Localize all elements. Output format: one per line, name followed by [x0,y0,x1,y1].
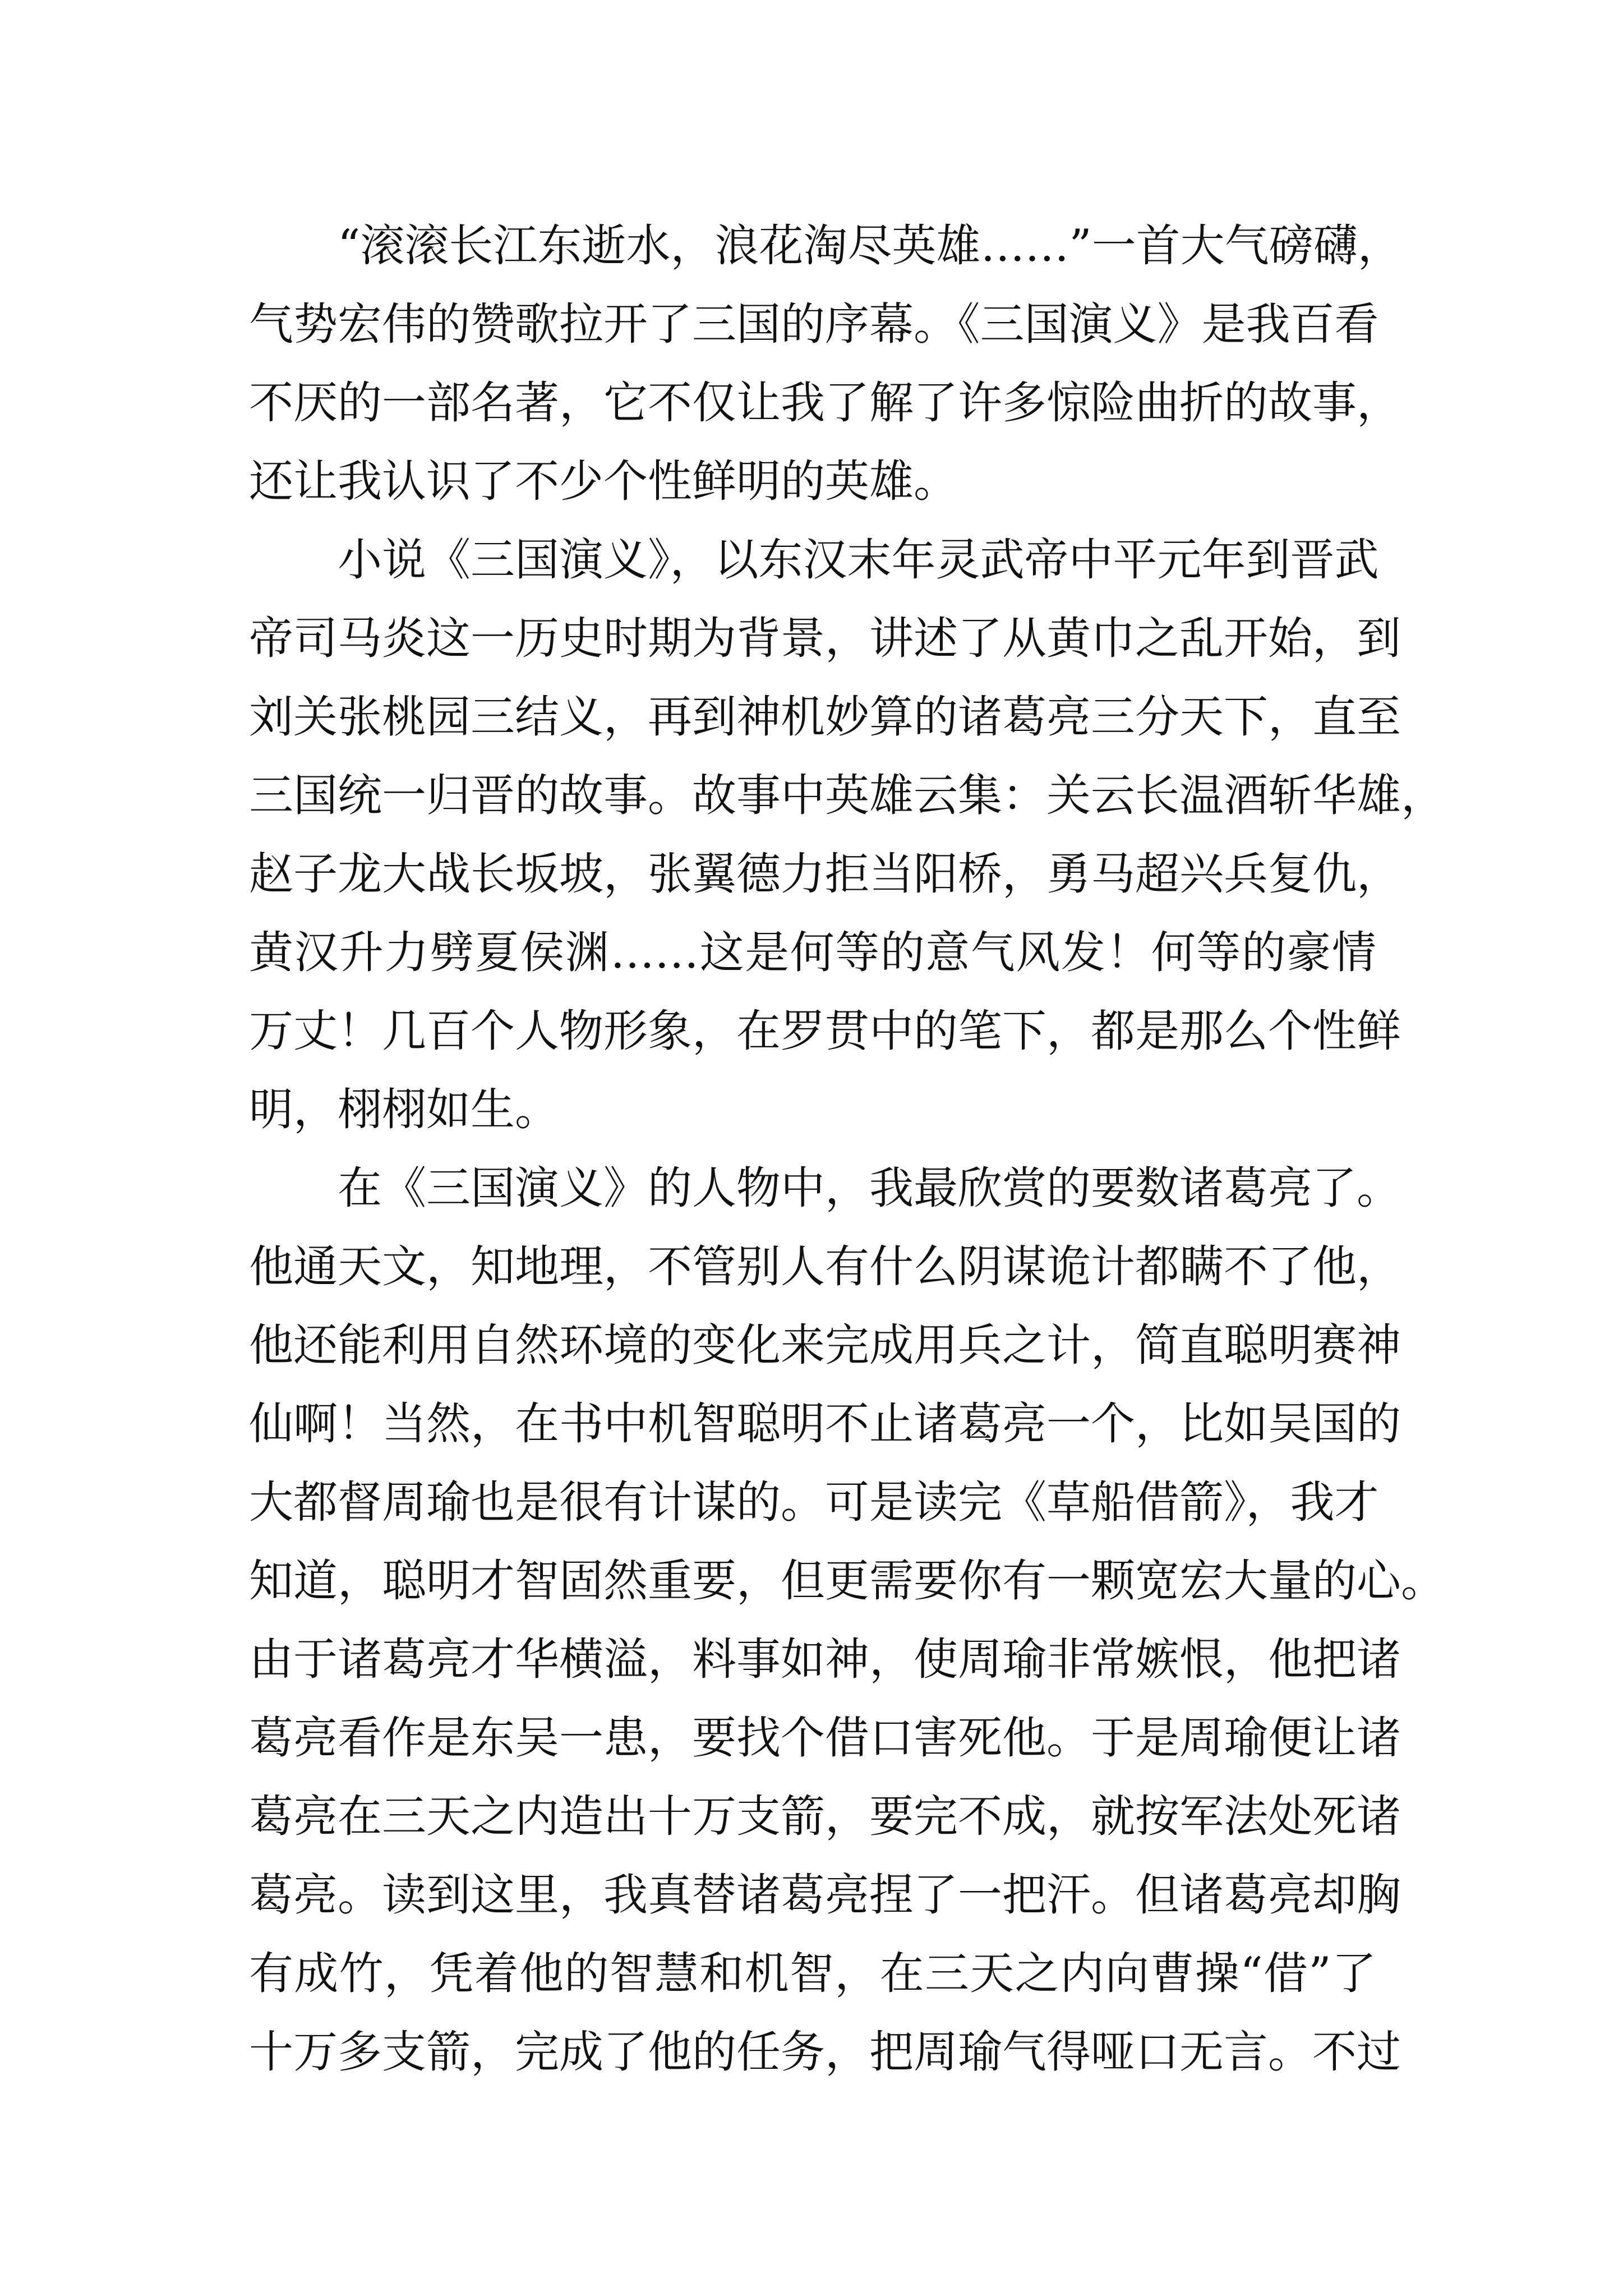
paragraph-1-line-1: “滚滚长江东逝水，浪花淘尽英雄……”一首大气磅礴， [338,220,1402,272]
paragraph-1-line-3: 不厌的一部名著，它不仅让我了解了许多惊险曲折的故事， [249,377,1401,429]
paragraph-2-line-5: 赵子龙大战长坂坡，张翼德力拒当阳桥，勇马超兴兵复仇， [249,848,1401,900]
paragraph-1-line-4: 还让我认识了不少个性鲜明的英雄。 [249,455,958,507]
paragraph-1-line-2: 气势宏伟的赞歌拉开了三国的序幕。《三国演义》是我百看 [249,298,1379,350]
paragraph-3-line-9: 葛亮在三天之内造出十万支箭，要完不成，就按军法处死诸 [249,1791,1401,1842]
paragraph-2-line-8: 明，栩栩如生。 [249,1084,559,1135]
paragraph-2-line-2: 帝司马炎这一历史时期为背景，讲述了从黄巾之乱开始，到 [249,613,1401,664]
paragraph-3-line-4: 仙啊！当然，在书中机智聪明不止诸葛亮一个，比如吴国的 [249,1398,1401,1450]
paragraph-3-line-12: 十万多支箭，完成了他的任务，把周瑜气得哑口无言。不过 [249,2026,1401,2078]
paragraph-3-line-11: 有成竹，凭着他的智慧和机智，在三天之内向曹操“借”了 [249,1948,1376,1999]
paragraph-2-line-7: 万丈！几百个人物形象，在罗贯中的笔下，都是那么个性鲜 [249,1005,1401,1057]
paragraph-3-line-3: 他还能利用自然环境的变化来完成用兵之计，简直聪明赛神 [249,1319,1401,1371]
document-body [249,206,1445,2091]
paragraph-3-line-2: 他通天文，知地理，不管别人有什么阴谋诡计都瞒不了他， [249,1241,1401,1292]
paragraph-2-line-3: 刘关张桃园三结义，再到神机妙算的诸葛亮三分天下，直至 [249,691,1401,743]
paragraph-3-line-5: 大都督周瑜也是很有计谋的。可是读完《草船借箭》，我才 [249,1476,1379,1528]
paragraph-2-line-1: 小说《三国演义》，以东汉末年灵武帝中平元年到晋武 [338,534,1379,586]
paragraph-3-line-7: 由于诸葛亮才华横溢，料事如神，使周瑜非常嫉恨，他把诸 [249,1634,1401,1685]
paragraph-3-line-1: 在《三国演义》的人物中，我最欣赏的要数诸葛亮了。 [338,1162,1401,1214]
paragraph-2-line-4: 三国统一归晋的故事。故事中英雄云集：关云长温酒斩华雄， [249,770,1445,821]
paragraph-3-line-10: 葛亮。读到这里，我真替诸葛亮捏了一把汗。但诸葛亮却胸 [249,1869,1401,1921]
paragraph-3-line-6: 知道，聪明才智固然重要，但更需要你有一颗宽宏大量的心。 [249,1555,1445,1607]
paragraph-3-line-8: 葛亮看作是东吴一患，要找个借口害死他。于是周瑜便让诸 [249,1712,1401,1764]
paragraph-2-line-6: 黄汉升力劈夏侯渊……这是何等的意气风发！何等的豪情 [249,927,1376,978]
